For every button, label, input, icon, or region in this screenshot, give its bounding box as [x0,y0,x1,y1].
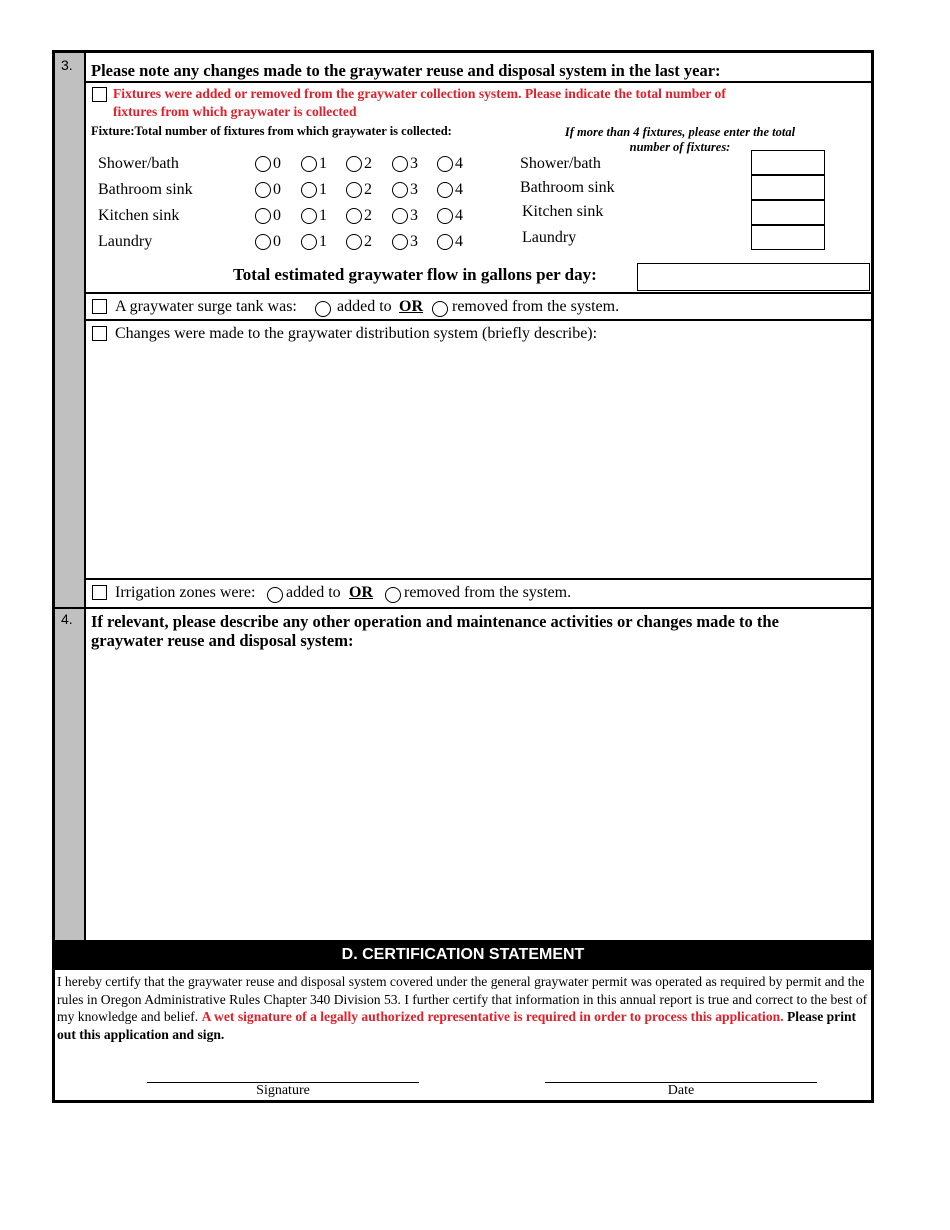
fixture-count-radio[interactable] [437,208,453,224]
divider [84,578,871,580]
distribution-changed-label: Changes were made to the graywater distribution system (briefly describe): [115,325,598,342]
irrigation-removed-label: removed from the system. [404,584,572,601]
fixture-count-radio[interactable] [392,208,408,224]
irrigation-added-radio[interactable] [267,587,283,603]
fixture-count-radio[interactable] [437,234,453,250]
fixture-count-option-label: 1 [319,233,327,250]
fixture-count-radio[interactable] [346,182,362,198]
fixture-count-radio[interactable] [392,182,408,198]
fixture-total-input[interactable] [751,200,825,225]
section-4-description-area[interactable] [91,653,867,933]
section-4-heading-line1: If relevant, please describe any other operation and maintenance activities or changes made to the [91,612,779,631]
certification-title: D. CERTIFICATION STATEMENT [55,940,871,970]
surge-tank-or: OR [399,298,423,315]
fixture-count-radio[interactable] [255,234,271,250]
fixture-count-radio[interactable] [255,208,271,224]
date-label: Date [667,1083,695,1098]
fixture-name: Bathroom sink [98,181,193,198]
surge-tank-checkbox[interactable] [92,299,107,314]
fixture-count-option-label: 0 [273,155,281,172]
section-4-number: 4. [61,611,73,627]
fixture-total-input[interactable] [751,175,825,200]
certification-text-normal: I hereby certify that the graywater reuse and disposal system covered under the general graywater permit was operated as required by permit and the rules in Oregon Administrative Rules Chapter 340 Division 53. I further certify that information in this annual report is true and correct to the best of my knowledge and belief. [57,974,868,1024]
fixture-total-name: Shower/bath [520,155,601,172]
irrigation-or: OR [349,584,373,601]
certification-text-bold: Please print out this application and sign. [57,1009,857,1042]
fixture-count-option-label: 1 [319,207,327,224]
flow-input[interactable] [637,263,870,291]
section-number-column [55,53,84,940]
fixture-count-option-label: 4 [455,155,463,172]
fixture-count-radio[interactable] [346,234,362,250]
surge-tank-removed-radio[interactable] [432,301,448,317]
fixture-count-option-label: 0 [273,233,281,250]
divider [84,292,871,294]
fixture-count-radio[interactable] [255,182,271,198]
fixture-total-input[interactable] [751,225,825,250]
fixture-count-radio[interactable] [392,156,408,172]
irrigation-label: Irrigation zones were: [115,584,256,601]
fixture-count-radio[interactable] [301,208,317,224]
fixture-count-radio[interactable] [437,156,453,172]
divider [84,319,871,321]
surge-tank-added-label: added to [337,298,392,315]
fixture-count-option-label: 0 [273,181,281,198]
fixture-count-option-label: 3 [410,233,418,250]
fixture-name: Laundry [98,233,153,250]
fixture-count-radio[interactable] [437,182,453,198]
fixture-count-option-label: 4 [455,207,463,224]
irrigation-checkbox[interactable] [92,585,107,600]
section-3-heading: Please note any changes made to the graywater reuse and disposal system in the last year: [91,61,721,80]
fixture-total-name: Laundry [522,229,577,246]
column-divider [84,53,86,940]
fixture-count-radio[interactable] [301,234,317,250]
fixtures-changed-label-line1: Fixtures were added or removed from the graywater collection system. Please indicate the total number of [113,86,726,101]
fixture-count-radio[interactable] [301,156,317,172]
distribution-changed-checkbox[interactable] [92,326,107,341]
fixture-count-option-label: 0 [273,207,281,224]
more-than-note-line1: If more than 4 fixtures, please enter the total [564,125,796,139]
fixture-count-radio[interactable] [255,156,271,172]
fixture-count-radio[interactable] [346,208,362,224]
distribution-description-area[interactable] [91,345,867,575]
irrigation-added-label: added to [286,584,341,601]
fixture-total-input[interactable] [751,150,825,175]
divider [55,607,871,609]
fixture-column-header: Fixture:Total number of fixtures from which graywater is collected: [91,124,452,138]
fixtures-changed-checkbox[interactable] [92,87,107,102]
fixture-count-radio[interactable] [301,182,317,198]
more-than-note-line2: number of fixtures: [629,140,731,154]
fixture-count-option-label: 2 [364,181,372,198]
fixture-name: Kitchen sink [98,207,180,224]
fixture-name: Shower/bath [98,155,179,172]
fixture-total-name: Bathroom sink [520,179,615,196]
surge-tank-added-radio[interactable] [315,301,331,317]
surge-tank-label: A graywater surge tank was: [115,298,297,315]
fixture-count-radio[interactable] [392,234,408,250]
fixture-count-option-label: 2 [364,207,372,224]
fixture-count-option-label: 3 [410,155,418,172]
fixture-total-name: Kitchen sink [522,203,604,220]
fixture-count-radio[interactable] [346,156,362,172]
fixture-count-option-label: 2 [364,233,372,250]
graywater-form [52,50,874,1103]
certification-text [57,973,869,1043]
fixture-count-option-label: 2 [364,155,372,172]
certification-text-red: A wet signature of a legally authorized representative is required in order to process this application. [201,1009,784,1024]
fixture-count-option-label: 3 [410,207,418,224]
surge-tank-removed-label: removed from the system. [452,298,620,315]
fixtures-changed-label-line2: fixtures from which graywater is collected [113,104,357,119]
fixture-count-option-label: 1 [319,155,327,172]
fixture-count-option-label: 3 [410,181,418,198]
fixture-count-option-label: 4 [455,181,463,198]
fixture-count-option-label: 4 [455,233,463,250]
fixture-count-option-label: 1 [319,181,327,198]
divider [84,81,871,83]
irrigation-removed-radio[interactable] [385,587,401,603]
flow-label: Total estimated graywater flow in gallons per day: [233,265,597,284]
section-4-heading-line2: graywater reuse and disposal system: [91,631,354,650]
signature-label: Signature [256,1083,310,1098]
section-3-number: 3. [61,57,73,73]
